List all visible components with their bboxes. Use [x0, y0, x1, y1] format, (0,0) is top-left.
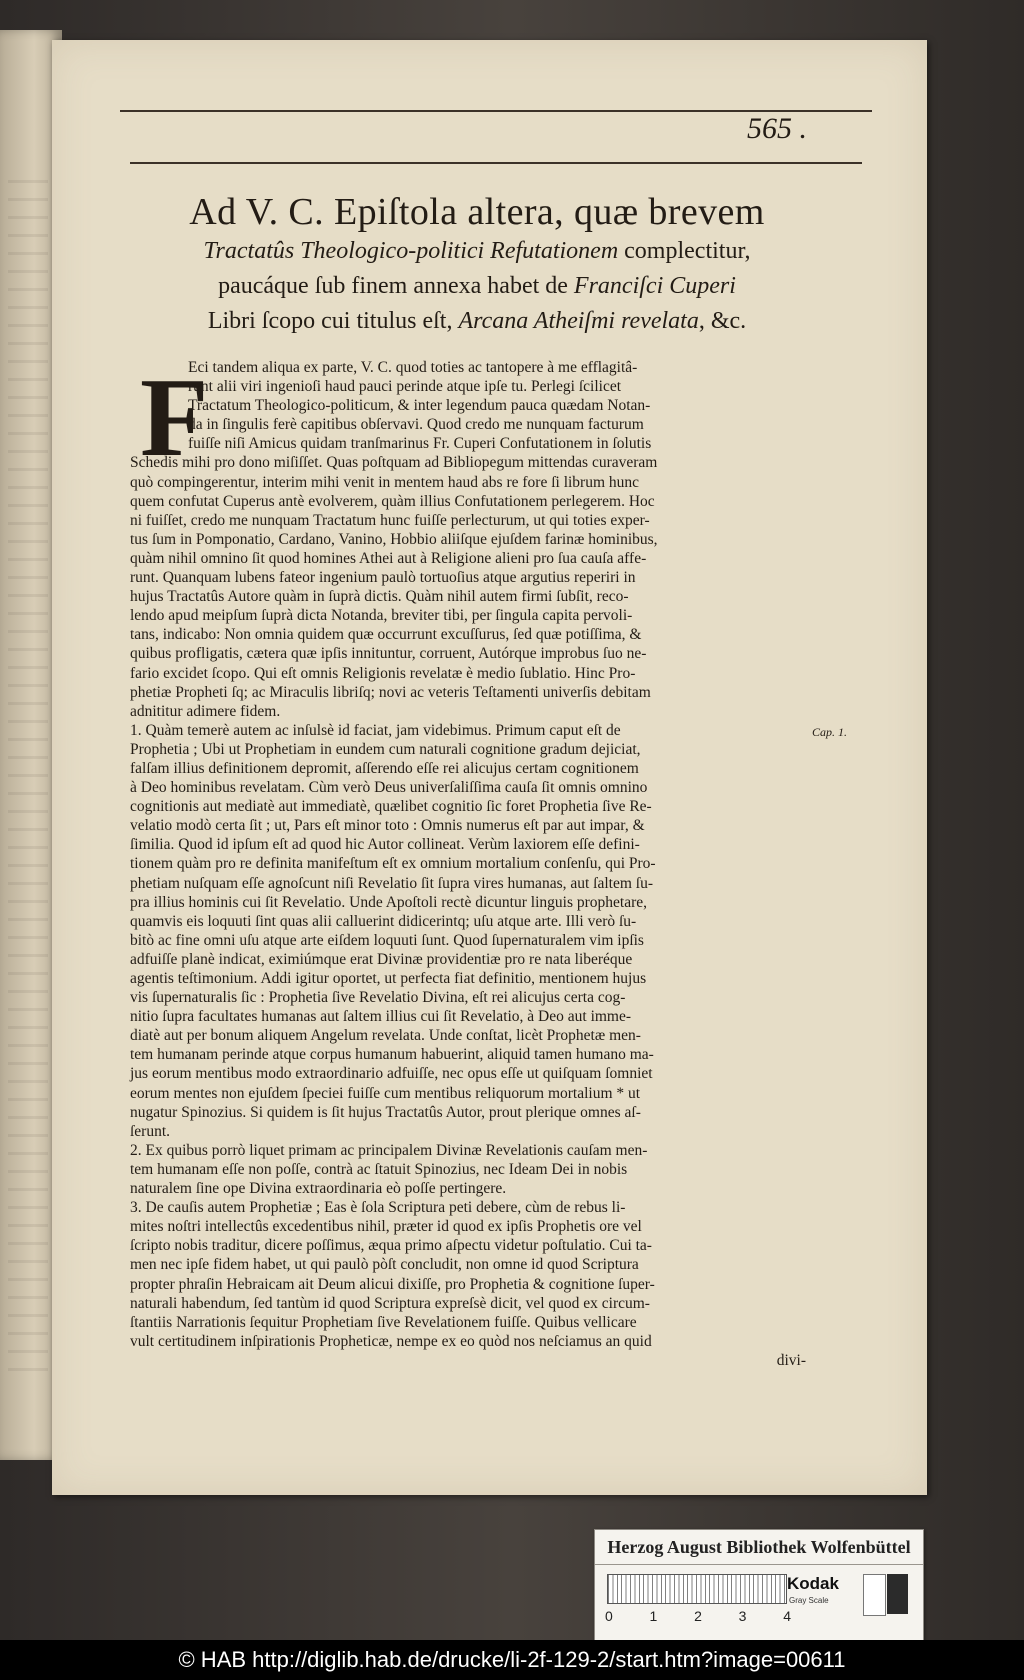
- text-line: phetiæ Propheti ſq; ac Miraculis libriſq; novi ac veteris Teſtamenti univerſis debitam: [130, 683, 651, 701]
- text-line: propter phraſin Hebraicam ait Deum alicui dixiſſe, pro Prophetia & cognitione ſuper-: [130, 1275, 655, 1293]
- text-line: nugatur Spinozius. Si quidem is ſit hujus Tractatûs Autor, prout plerique omnes aſ-: [130, 1103, 641, 1121]
- title-line-2: [152, 234, 802, 269]
- ruler-numbers: [605, 1608, 791, 1624]
- ruler-scale: [607, 1574, 787, 1604]
- ruler-number: 3: [738, 1608, 747, 1624]
- gray-scale-label: Gray Scale: [789, 1596, 829, 1605]
- text-line: Tractatum Theologico-politicum, & inter legendum pauca quædam Notan-: [188, 397, 651, 415]
- book-page: [52, 40, 927, 1495]
- library-name: Herzog August Bibliothek Wolfenbüttel: [607, 1537, 911, 1557]
- text-line: tans, indicabo: Non omnia quidem quæ occurrunt excuſſurus, ſed quæ potiſſima, &: [130, 626, 642, 644]
- text-line: bitò ac fine omni uſu atque arte eiſdem loquuti ſunt. Quod ſupernaturalem vim ipſis: [130, 931, 644, 949]
- text-line: 3. De cauſis autem Prophetiæ ; Eas è ſola Scriptura peti debere, cùm de rebus li-: [130, 1199, 626, 1217]
- text-line: tus ſum in Pomponatio, Cardano, Vanino, Hobbio aliiſque ejuſdem farinæ hominibus,: [130, 530, 658, 548]
- text-line: hujus Tractatûs Autore quàm in ſuprà dictis. Quàm nihil autem firmi ſubſit, reco-: [130, 588, 629, 606]
- text-line: da in ſingulis ferè capitibus obſervavi. Quod credo me nunquam facturum: [188, 416, 644, 434]
- body-text: [130, 358, 806, 1370]
- text-line: adfuiſſe planè indicat, eximiúmque erat Divinæ providentiæ pro re nata liberéque: [130, 950, 633, 968]
- text-line: 2. Ex quibus porrò liquet primam ac principalem Divinæ Revelationis cauſam men-: [130, 1141, 648, 1159]
- catchword: divi-: [776, 1351, 806, 1369]
- title-line-4: [152, 304, 802, 339]
- title-line-1: Ad V. C. Epiſtola altera, quæ brevem: [189, 191, 765, 233]
- text-line: nitio ſupra facultates humanas aut ſaltem illius cui ſit Revelatio, à Deo aut imme-: [130, 1008, 632, 1026]
- ruler-number: 4: [783, 1608, 791, 1624]
- text-line: jus eorum mentibus modo extraordinario adfuiſſe, nec opus eſſe ut quiſquam ſomniet: [130, 1065, 653, 1083]
- text-line: falſam illius definitionem depromit, aſſerendo eſſe rei alicujus certam cognitionem: [130, 759, 639, 777]
- text-line: à Deo hominibus revelatam. Cùm verò Deus univerſaliſſima cauſa ſit omnis omnino: [130, 779, 648, 797]
- gray-patch-white: [863, 1574, 886, 1616]
- paragraph-1: [130, 721, 806, 1141]
- gray-patch-black: [887, 1574, 908, 1614]
- text-line: Schedis mihi pro dono miſiſſet. Quas poſtquam ad Bibliopegum mittendas curaveram: [130, 454, 658, 472]
- text-line: cognitionis aut mediatè aut immediatè, quælibet cognitio ſic foret Prophetia ſive Re-: [130, 798, 652, 816]
- text-line: ni fuiſſet, credo me nunquam Tractatum hunc fuiſſe perlecturum, ut qui toties exper-: [130, 511, 650, 529]
- title-italic-cuperi: Franciſci Cuperi: [573, 273, 736, 299]
- text-line: diatè aut per bonum aliquem Angelum revelata. Unde conſtat, licèt Prophetæ men-: [130, 1027, 641, 1045]
- text-line: ſimilia. Quod id ipſum eſt ad quod hic Autor collineat. Verùm laxiorem eſſe defini-: [130, 836, 640, 854]
- text-line: quibus profligatis, cætera quæ ipſis innituntur, corruent, Autórque improbus ſuo ne-: [130, 645, 647, 663]
- text-line: naturali habendum, ſed tantùm id quod Scriptura expreſsè dicit, vel quod ex circum-: [130, 1294, 650, 1312]
- text-line: vult certitudinem inſpirationis Propheticæ, nempe ex eo quòd nos neſciamus an quid: [130, 1332, 652, 1350]
- text-line: lendo apud meipſum ſuprà dicta Notanda, breviter tibi, per ſingula capita pervoli-: [130, 607, 633, 625]
- text-line: men nec ipſe fidem habet, ut qui paulò pòſt concludit, non omne id quod Scriptura: [130, 1256, 639, 1274]
- ruler-ticks: [608, 1575, 786, 1603]
- drop-cap: F: [140, 356, 209, 480]
- text-line: tem humanam perinde atque corpus humanum habuerint, aliquid tamen humano ma-: [130, 1046, 654, 1064]
- text-line: Prophetia ; Ubi ut Prophetiam in eundem cum naturali cognitione gradum dejiciat,: [130, 740, 641, 758]
- paragraph-2: [130, 1141, 806, 1198]
- text-line: phetiam nuſquam eſſe agnoſcunt niſi Revelatio ſit ſupra vires humanas, aut ſaltem ſu-: [130, 874, 653, 892]
- text-line: quem confutat Cuperus antè evolverem, quàm illius Confutationem perlegerem. Hoc: [130, 492, 655, 510]
- title-line-3-text: paucáque ſub finem annexa habet de: [218, 273, 574, 299]
- text-line: quamvis eis loquuti ſint quas alii calluerint didicerintq; uſu atque arte. Illi verò ſu-: [130, 912, 637, 930]
- text-line: ſcripto nobis traditur, dicere poſſimus, æqua primo aſpectu videtur poſtulatio. Cui ta-: [130, 1237, 652, 1255]
- page-number: 565 .: [747, 112, 807, 145]
- card-divider: [595, 1564, 923, 1565]
- text-line: pra illius hominis cui ſit Revelatio. Unde Apoſtoli rectè dicuntur linguis prophetare,: [130, 893, 647, 911]
- header-rule: [130, 162, 862, 164]
- opening-paragraph-continued: [130, 453, 806, 720]
- library-color-card: [594, 1529, 924, 1645]
- bleed-through-text: [8, 180, 48, 1380]
- text-line: ſtantiis Narrationis ſequitur Prophetiam ſive Revelationem fuiſſe. Quibus vellicare: [130, 1313, 637, 1331]
- ruler-number: 2: [694, 1608, 702, 1624]
- text-line: eorum mentes non ejuſdem ſpeciei fuiſſe cum mentibus reliquorum mortalium * ut: [130, 1084, 641, 1102]
- text-line: fuiſſe niſi Amicus quidam tranſmarinus Fr. Cuperi Confutationem in ſolutis: [188, 435, 652, 453]
- title-italic-arcana: Arcana Atheiſmi revelata: [458, 308, 699, 334]
- opening-paragraph-indented: [130, 358, 806, 453]
- text-line: agentis teſtimonium. Addi igitur oportet, ut perfecta fiat definitio, mentionem hujus: [130, 970, 647, 987]
- text-line: runt alii viri ingenioſi haud pauci perinde atque ipſe tu. Perlegi ſcilicet: [188, 378, 622, 396]
- text-line: 1. Quàm temerè autem ac inſulsè id faciat, jam videbimus. Primum caput eſt de: [130, 721, 621, 739]
- text-line: mites noſtri intellectûs excedentibus nihil, præter id quod ex ipſis Prophetis ore vel: [130, 1218, 642, 1236]
- kodak-logo: Kodak: [787, 1574, 839, 1593]
- page-title: [152, 190, 802, 339]
- text-line: adnititur adimere fidem.: [130, 702, 281, 720]
- text-line: vis ſupernaturalis ſic : Prophetia ſive Revelatio Divina, eſt rei alicujus certa cog-: [130, 989, 626, 1007]
- title-line-3: [152, 269, 802, 304]
- paragraph-3: [130, 1198, 806, 1351]
- text-line: runt. Quanquam lubens fateor ingenium paulò tortuoſius atque argutius reperiri in: [130, 569, 636, 587]
- text-line: quàm nihil omnino ſit quod homines Athei aut à Religione alieni pro ſua cauſa affe-: [130, 549, 647, 567]
- text-line: velatio modò certa ſit ; ut, Pars eſt minor toto : Omnis numerus eſt par aut impar, &: [130, 817, 645, 835]
- text-line: quò compingerentur, interim mihi venit in mentem haud abs re fore ſi librum hunc: [130, 473, 640, 491]
- footer-bar: [0, 1640, 1024, 1680]
- title-italic-tractatus: Tractatûs Theologico-politici Refutationem: [203, 238, 619, 264]
- text-line: tionem quàm pro re definita manifeſtum eſt ex omnium mortalium conſenſu, qui Pro-: [130, 855, 656, 873]
- title-line-4-text: Libri ſcopo cui titulus eſt,: [207, 308, 459, 334]
- ruler-number: 0: [605, 1608, 613, 1624]
- text-line: tem humanam eſſe non poſſe, contrà ac ſtatuit Spinozius, nec Ideam Dei in nobis: [130, 1160, 628, 1178]
- margin-note: Cap. 1.: [812, 725, 848, 739]
- text-line: ſerunt.: [130, 1122, 171, 1140]
- text-line: Eci tandem aliqua ex parte, V. C. quod toties ac tantopere à me efflagitâ-: [188, 359, 638, 376]
- text-line: fario excidet ſcopo. Qui eſt omnis Religionis revelatæ è medio ſublatio. Hinc Pro-: [130, 664, 636, 682]
- ruler-number: 1: [649, 1608, 658, 1624]
- footer-credit: © HAB http://diglib.hab.de/drucke/li-2f-129-2/start.htm?image=00611: [178, 1647, 846, 1672]
- text-line: naturalem ſine ope Divina extraordinaria eò poſſe pertingere.: [130, 1180, 507, 1198]
- title-line-4-end: , &c.: [698, 308, 747, 334]
- title-line-2-rest: complectitur,: [618, 238, 751, 264]
